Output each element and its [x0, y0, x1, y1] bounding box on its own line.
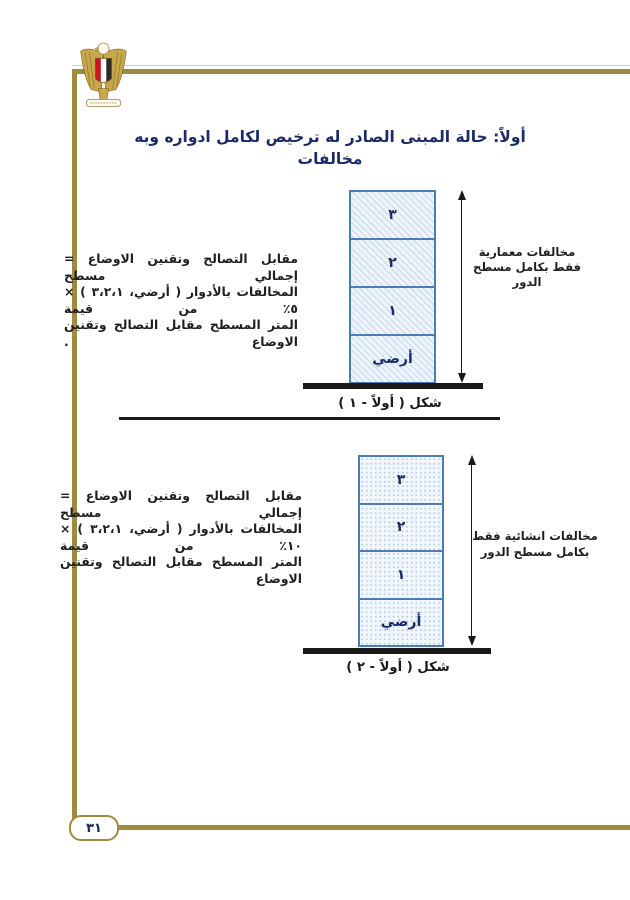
figure1-ground-line [303, 383, 483, 389]
floor-cell-2 [351, 240, 434, 288]
floor-cell-ground [351, 336, 434, 382]
page-title: أولاً: حالة المبنى الصادر له ترخيص لكامل ادواره وبه مخالفات [134, 128, 526, 168]
frame-top-line [72, 69, 630, 74]
arrow-head-down-icon [468, 636, 476, 646]
figure1-caption: شكل ( أولاً - ١ ) [338, 396, 442, 411]
arrow-label-line: مخالفات معمارية [478, 245, 576, 259]
figure1-formula-text [64, 251, 298, 351]
arrow-head-up-icon [468, 455, 476, 465]
floor-cell-2 [360, 505, 442, 553]
floor-label: أرضي [372, 351, 413, 367]
formula-line: المتر المسطح مقابل التصالح وتقنين الاوضاع . [64, 317, 298, 349]
figure2-ground-line [303, 648, 491, 654]
floor-cell-1 [351, 288, 434, 336]
floor-label: ٣ [388, 207, 397, 223]
floor-cell-3 [351, 192, 434, 240]
frame-left-line [72, 69, 77, 830]
arrow-label-line: بكامل مسطح الدور [480, 544, 590, 559]
arrow-head-up-icon [458, 190, 466, 200]
floor-cell-ground [360, 600, 442, 646]
figure2-formula-text [60, 488, 302, 588]
figures-divider-line [119, 417, 500, 420]
floor-label: ٢ [388, 255, 397, 271]
floor-label: ١ [396, 566, 406, 583]
floor-label: أرضي [380, 614, 422, 631]
floor-cell-3 [360, 457, 442, 505]
arrow-head-down-icon [458, 373, 466, 383]
frame-bottom-line [72, 825, 630, 830]
egypt-coat-of-arms-icon [77, 38, 130, 107]
floor-label: ٢ [396, 519, 406, 536]
arrow-label-line: مخالفات انشائية فقط [472, 529, 598, 543]
floor-cell-1 [360, 552, 442, 600]
page-number: ٣١ [86, 820, 102, 836]
formula-line: المتر المسطح مقابل التصالح وتقنين الاوضاع [60, 554, 302, 586]
formula-line: المخالفات بالأدوار ( أرضي، ٣،٢،١ ) × ١٠٪ من قيمة [60, 521, 302, 553]
formula-line: مقابل التصالح وتقنين الاوضاع = إجمالي مسطح [64, 251, 298, 283]
page-number-badge [69, 815, 119, 841]
figure1-building-diagram [349, 190, 436, 384]
figure1-arrow-label [468, 245, 586, 291]
formula-line: مقابل التصالح وتقنين الاوضاع = إجمالي مسطح [60, 488, 302, 520]
figure1-height-dimension-arrow [456, 190, 467, 383]
arrow-stem [461, 200, 463, 373]
figure2-caption: شكل ( أولاً - ٢ ) [346, 660, 450, 675]
figure2-building-diagram [358, 455, 444, 647]
floor-label: ١ [388, 303, 397, 319]
arrow-label-line: الدور [512, 275, 542, 290]
formula-line: المخالفات بالأدوار ( أرضي، ٣،٢،١ ) × ٥٪ من قيمة [64, 284, 298, 316]
figure2-arrow-label [470, 529, 600, 560]
floor-label: ٣ [396, 471, 406, 488]
frame-top-thin-line [72, 65, 630, 66]
arrow-label-line: فقط بكامل مسطح [472, 260, 582, 275]
